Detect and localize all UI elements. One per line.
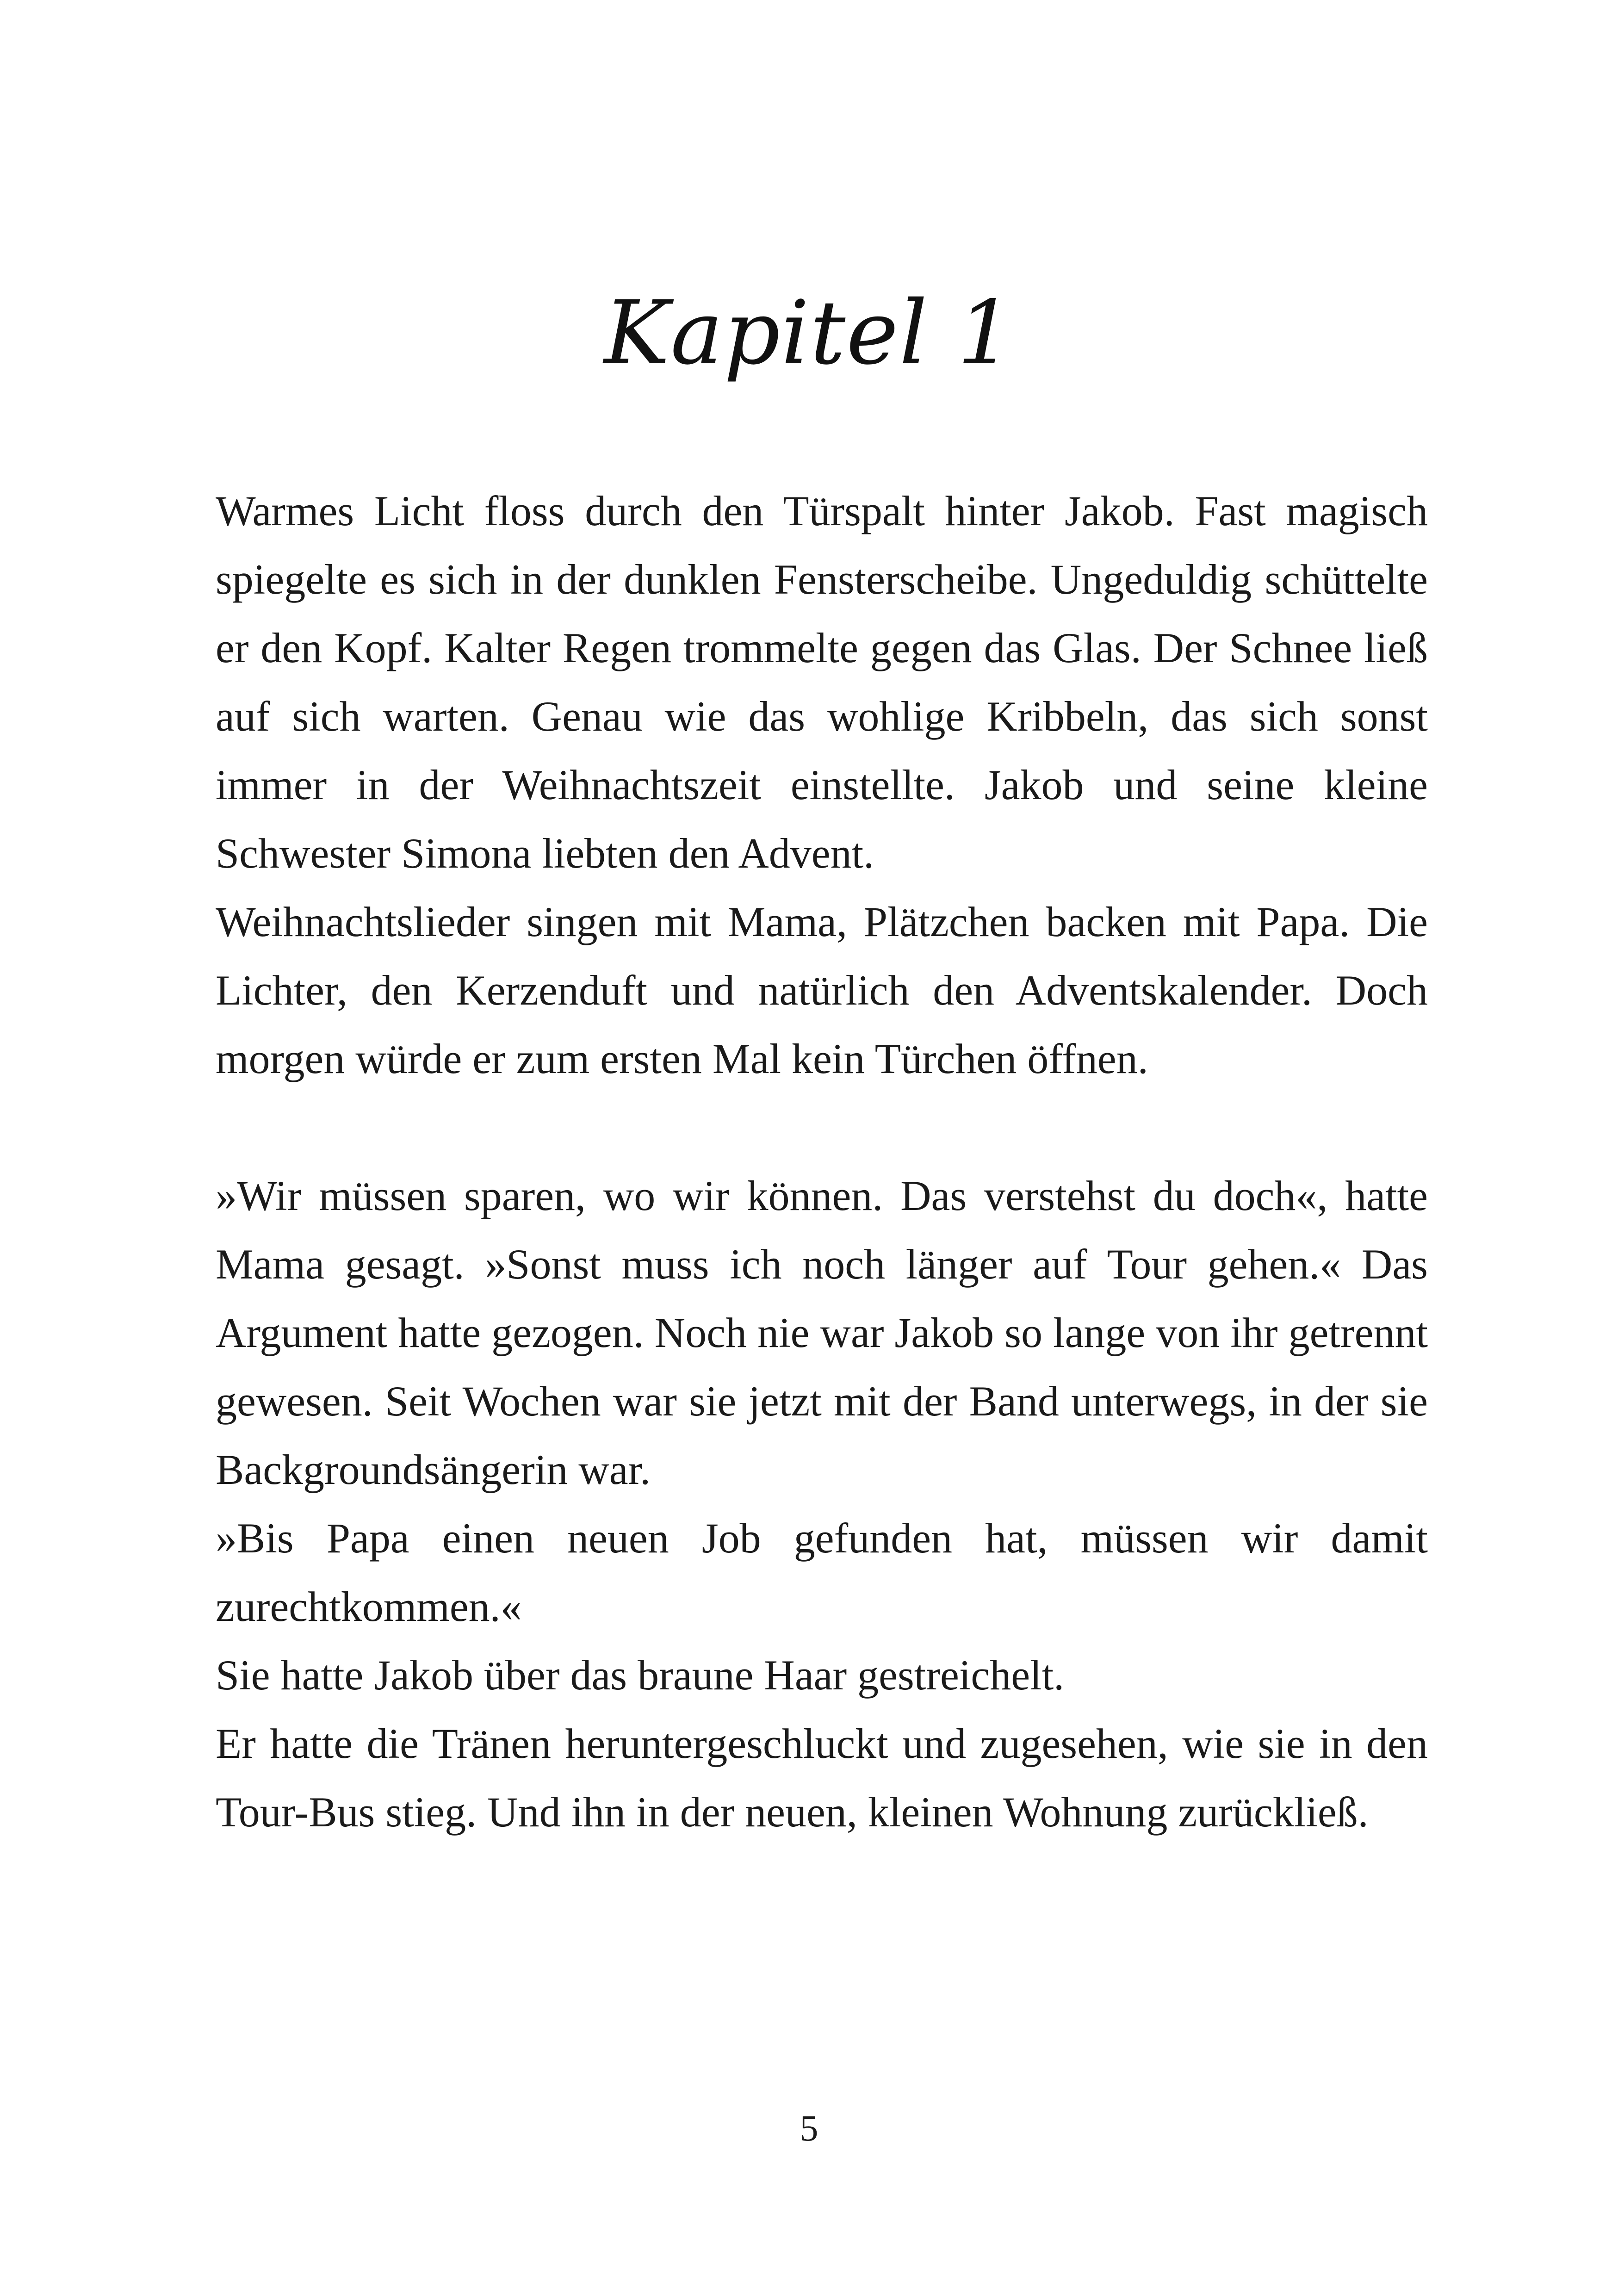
page-number: 5 — [800, 2108, 818, 2149]
paragraph: Weihnachtslieder singen mit Mama, Plätzchen backen mit Papa. Die Lichter, den Kerzenduft und natürlich den Adventskalender. Doch morgen würde er zum ersten Mal kein Türchen öffnen. — [216, 898, 1428, 1082]
paragraph: Sie hatte Jakob über das braune Haar gestreichelt. — [216, 1651, 1065, 1699]
paragraph: »Bis Papa einen neuen Job gefunden hat, müssen wir damit zurechtkommen.« — [216, 1514, 1428, 1630]
paragraph: Warmes Licht floss durch den Türspalt hinter Jakob. Fast magisch spiegelte es sich in der dunklen Fensterscheibe. Ungeduldig schüttelte er den Kopf. Kalter Regen trommelte gegen das Glas. Der Schnee ließ auf sich warten. Genau wie das wohlige Kribbeln, das sich sonst immer in der Weihnachtszeit einstellte. Jakob und seine kleine Schwester Simona liebten den Advent. — [216, 487, 1428, 877]
paragraph: »Wir müssen sparen, wo wir können. Das verstehst du doch«, hatte Mama gesagt. »Sonst muss ich noch länger auf Tour gehen.« Das Argument hatte gezogen. Noch nie war Jakob so lange von ihr getrennt gewesen. Seit Wochen war sie jetzt mit der Band unterwegs, in der sie Backgroundsängerin war. — [216, 1172, 1428, 1493]
chapter-title: Kapitel 1 — [604, 282, 1014, 384]
chapter-body — [216, 477, 1428, 1846]
paragraph: Er hatte die Tränen heruntergeschluckt und zugesehen, wie sie in den Tour-Bus stieg. Und ihn in der neuen, kleinen Wohnung zurückließ. — [216, 1720, 1428, 1836]
